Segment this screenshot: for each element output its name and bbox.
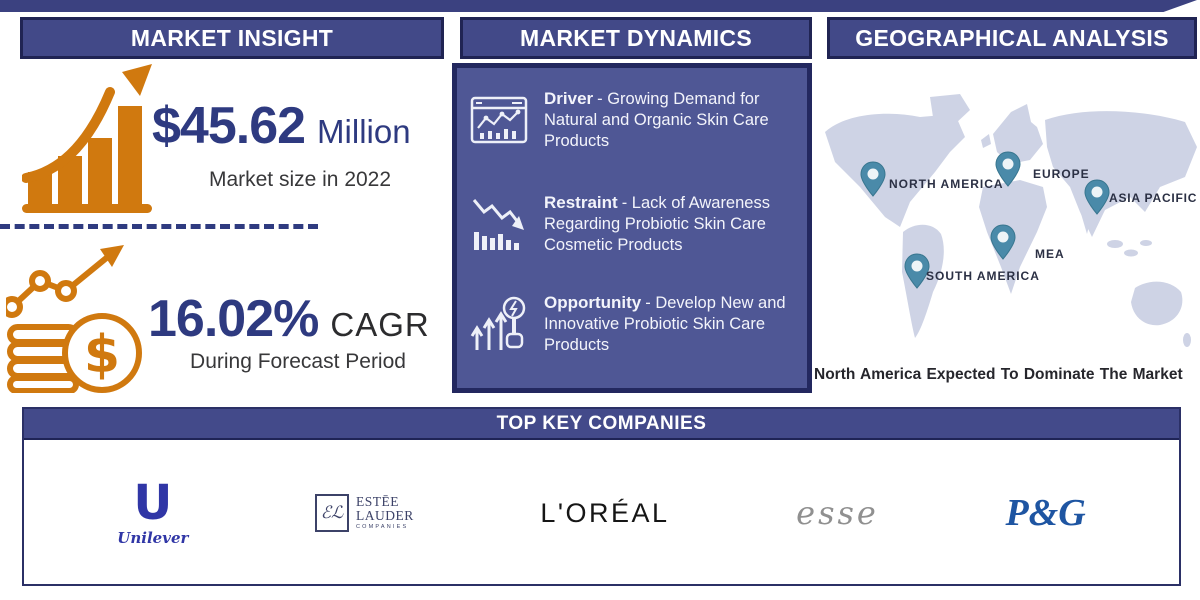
unilever-wordmark: Unilever (117, 529, 189, 547)
region-label-north-america: NORTH AMERICA (889, 177, 1004, 191)
market-size-value: $45.62 (152, 97, 306, 155)
location-pin-icon-europe (995, 151, 1021, 187)
restraint-item (468, 192, 804, 256)
location-pin-icon-asia-pacific (1084, 179, 1110, 215)
loreal-logo: L'ORÉAL (540, 497, 670, 528)
top-accent-bar (0, 0, 1197, 12)
region-label-asia-pacific: ASIA PACIFIC (1109, 191, 1198, 205)
pg-logo: P&G (1005, 492, 1086, 534)
dashed-divider (0, 224, 318, 229)
cagr-label: CAGR (330, 306, 430, 343)
geo-caption: North America Expected To Dominate The Market (814, 366, 1183, 383)
declining-chart-icon (468, 192, 530, 254)
market-dynamics-header (460, 17, 812, 59)
opportunity-label: Opportunity (544, 293, 642, 312)
market-size-caption: Market size in 2022 (208, 168, 392, 191)
company-logo-row (24, 440, 1179, 586)
unilever-logo (117, 475, 189, 547)
location-pin-icon-mea (990, 224, 1016, 260)
cagr-value: 16.02% (148, 290, 319, 348)
region-label-mea: MEA (1035, 247, 1065, 261)
geographical-analysis-header-label: GEOGRAPHICAL ANALYSIS (855, 24, 1169, 51)
top-key-companies-header (24, 409, 1179, 440)
market-size-unit: Million (317, 113, 411, 150)
market-insight-header (20, 17, 444, 59)
region-label-europe: EUROPE (1033, 167, 1090, 181)
cagr-row (148, 290, 430, 348)
location-pin-icon-north-america (860, 161, 886, 197)
esse-logo: esse (796, 494, 879, 532)
restraint-text: Restraint - Lack of Awareness Regarding Probiotic Skin Care Cosmetic Products (544, 193, 770, 255)
opportunity-item (468, 292, 804, 356)
market-insight-header-label: MARKET INSIGHT (130, 24, 334, 51)
region-label-south-america: SOUTH AMERICA (926, 269, 1040, 283)
analytics-window-icon (468, 88, 530, 150)
svg-text:$: $ (83, 325, 121, 385)
driver-label: Driver (544, 89, 594, 108)
driver-text: Driver - Growing Demand for Natural and Organic Skin Care Products (544, 89, 769, 151)
estee-lauder-logo (315, 494, 414, 532)
estee-lauder-wordmark: ESTĒE LAUDER COMPANIES (355, 493, 414, 531)
estee-lauder-monogram: ℰℒ (315, 494, 349, 532)
restraint-label: Restraint (544, 193, 618, 212)
growth-arrows-icon (468, 292, 530, 354)
unilever-u-mark: U (133, 475, 173, 531)
coins-dollar-icon (6, 243, 146, 393)
growth-bar-chart-icon (22, 60, 157, 215)
market-size-row (152, 97, 411, 155)
driver-item (468, 88, 804, 152)
geographical-analysis-header (827, 17, 1197, 59)
market-dynamics-header-label: MARKET DYNAMICS (520, 24, 752, 51)
top-key-companies-header-label: TOP KEY COMPANIES (496, 412, 707, 434)
opportunity-text: Opportunity - Develop New and Innovative Probiotic Skin Care Products (544, 293, 786, 355)
top-key-companies-panel (22, 407, 1181, 586)
cagr-caption: During Forecast Period (190, 350, 406, 373)
